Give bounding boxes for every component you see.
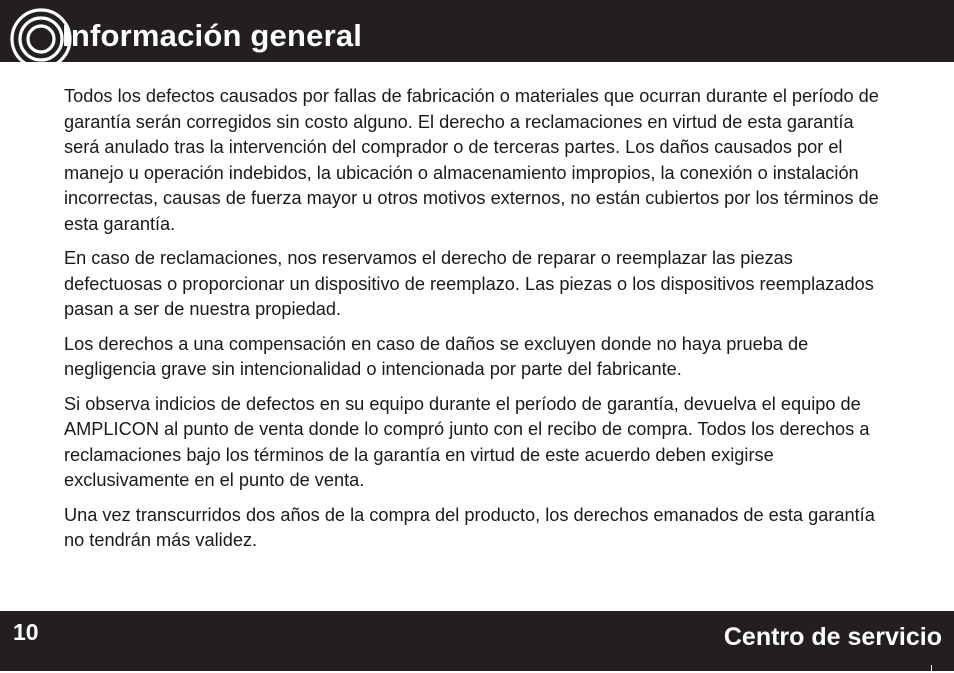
paragraph-claims: En caso de reclamaciones, nos reservamos el derecho de reparar o reemplazar las piezas defectuosas o proporcionar un dispositivo de reemplazo. Las piezas o los dispositivos reemplazados pasan a ser de nuestra propiedad. <box>64 248 874 319</box>
section-name: Centro de servicio <box>723 623 942 651</box>
paragraph-compensation: Los derechos a una compensación en caso de daños se excluyen donde no haya prueba de negligencia grave sin intencionalidad o intencionada por parte del fabricante. <box>64 333 809 379</box>
page-number: 10 <box>13 619 39 645</box>
body-text <box>64 84 894 563</box>
paragraph-return: Si observa indicios de defectos en su equipo durante el período de garantía, devuelva el equipo de AMPLICON al punto de venta donde lo compró junto con el recibo de compra. Todos los derechos a reclamaciones bajo los términos de la garantía en virtud de este acuerdo deben exigirse exclusivamente en el punto de venta. <box>64 393 870 490</box>
corner-mark <box>931 665 932 673</box>
paragraph-defects: Todos los defectos causados por fallas de fabricación o materiales que ocurran durante el período de garantía serán corregidos sin costo alguno. El derecho a reclamaciones en virtud de esta garantía será anulado tras la intervención del comprador o de terceras partes. Los daños causados por el manejo u operación indebidos, la ubicación o almacenamiento impropios, la conexión o instalación incorrectas, causas de fuerza mayor u otros motivos externos, no están cubiertos por los términos de esta garantía. <box>64 86 879 234</box>
paragraph-validity: Una vez transcurridos dos años de la compra del producto, los derechos emanados de esta garantía no tendrán más validez. <box>64 504 875 550</box>
page-title: Información general <box>62 18 363 53</box>
